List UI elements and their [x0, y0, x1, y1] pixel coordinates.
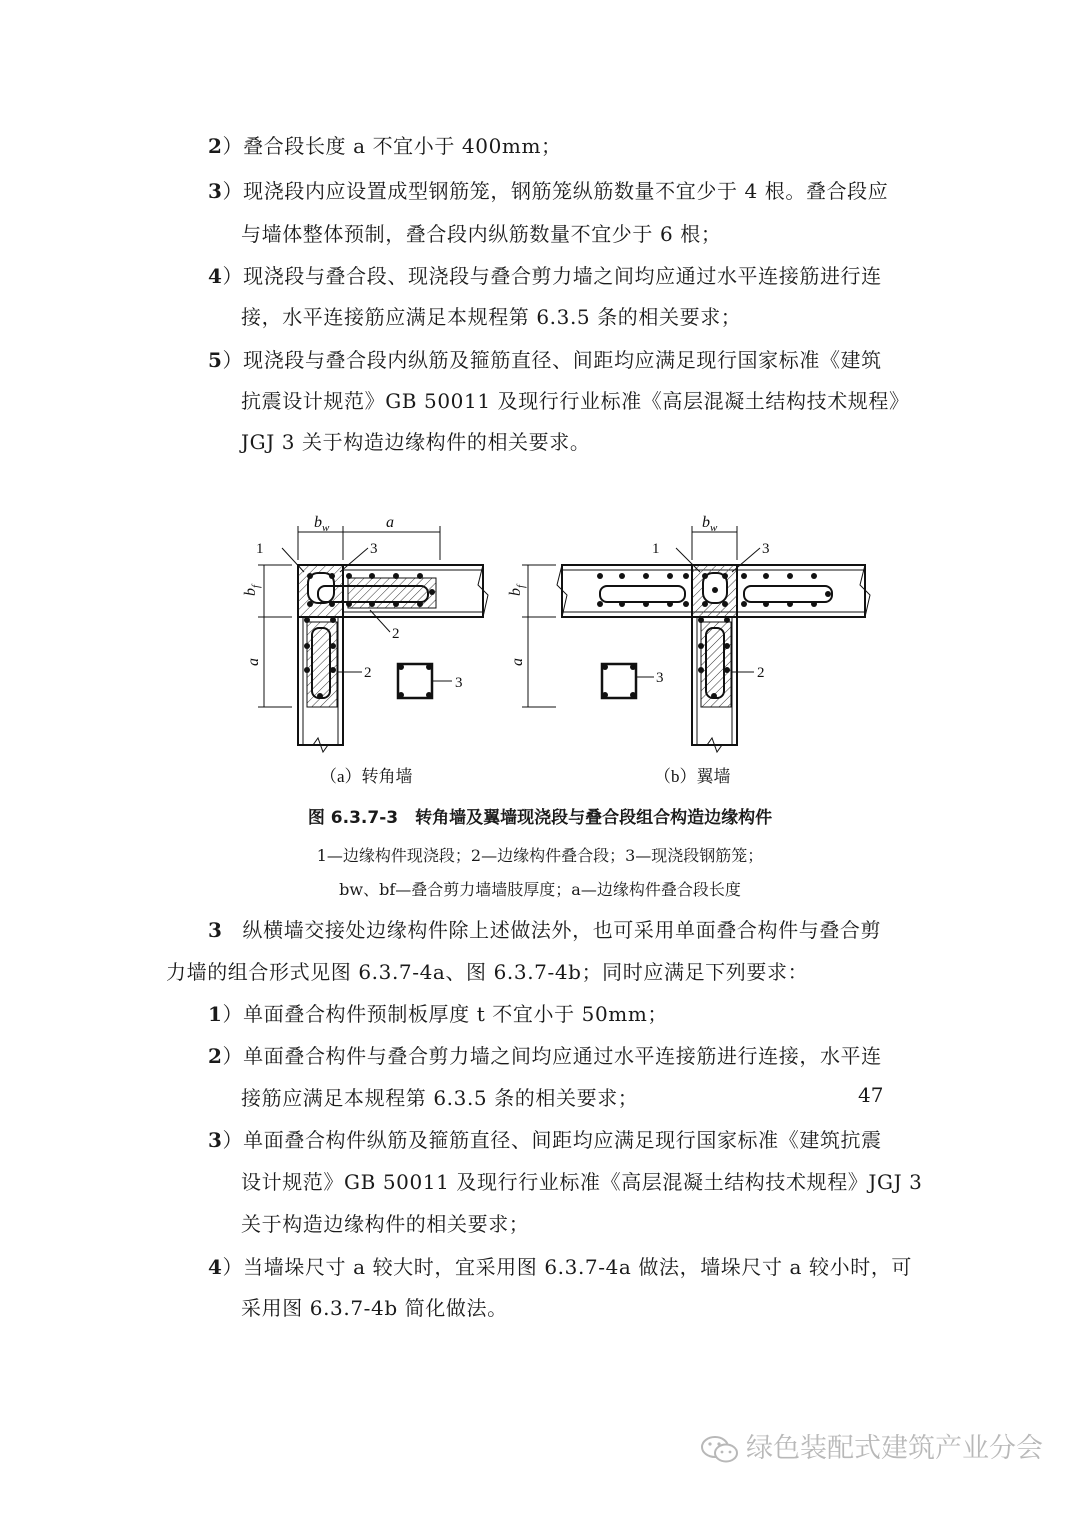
item-4-line-1: 4）现浇段与叠合段、现浇段与叠合剪力墙之间均应通过水平连接筋进行连: [208, 264, 882, 288]
svg-text:a: a: [245, 658, 262, 666]
svg-text:（a）转角墙: （a）转角墙: [320, 767, 413, 786]
item-2-line-1: 2）叠合段长度 a 不宜小于 400mm；: [208, 134, 562, 158]
svg-text:bf: $b_f$: [242, 584, 262, 596]
page-number: 47: [858, 1083, 884, 1107]
svg-text:bw: $b_w$: [702, 514, 718, 534]
clause-3-line-1: 3 纵横墙交接处边缘构件除上述做法外，也可采用单面叠合构件与叠合剪: [208, 918, 882, 942]
item-b3-line-3: 关于构造边缘构件的相关要求；: [241, 1212, 530, 1236]
item-b4-line-1: 4）当墙垛尺寸 a 较大时，宜采用图 6.3.7-4a 做法，墙垛尺寸 a 较小时，可: [208, 1255, 913, 1279]
svg-text:1: 1: [652, 541, 660, 557]
figure-legend-1: 1—边缘构件现浇段；2—边缘构件叠合段；3—现浇段钢筋笼；: [316, 846, 764, 865]
svg-text:bf: $b_f$: [507, 584, 527, 596]
item-b2-line-2: 接筋应满足本规程第 6.3.5 条的相关要求；: [241, 1086, 639, 1110]
construction-detail-figure: [0, 500, 1080, 800]
item-5-line-1: 5）现浇段与叠合段内纵筋及箍筋直径、间距均应满足现行国家标准《建筑: [208, 348, 882, 372]
figure-legend-2: bw、bf—叠合剪力墙墙肢厚度；a—边缘构件叠合段长度: [339, 880, 741, 899]
item-4-line-2: 接，水平连接筋应满足本规程第 6.3.5 条的相关要求；: [241, 305, 742, 329]
item-5-line-3: JGJ 3 关于构造边缘构件的相关要求。: [241, 430, 591, 454]
item-b2-line-1: 2）单面叠合构件与叠合剪力墙之间均应通过水平连接筋进行连接，水平连: [208, 1044, 882, 1068]
svg-text:1: 1: [256, 541, 264, 557]
clause-3-line-2: 力墙的组合形式见图 6.3.7-4a、图 6.3.7-4b；同时应满足下列要求：: [166, 960, 809, 984]
svg-text:a: a: [386, 514, 394, 531]
svg-text:（b）翼墙: （b）翼墙: [654, 767, 731, 786]
item-b3-line-2: 设计规范》GB 50011 及现行行业标准《高层混凝土结构技术规程》JGJ 3: [241, 1170, 923, 1194]
watermark: 绿色装配式建筑产业分会: [700, 1426, 1043, 1466]
item-3-line-1: 3）现浇段内应设置成型钢筋笼，钢筋笼纵筋数量不宜少于 4 根。叠合段应: [208, 179, 889, 203]
svg-text:bw: $b_w$: [314, 514, 330, 534]
svg-text:3: 3: [370, 541, 378, 557]
svg-text:2: 2: [757, 665, 765, 681]
svg-text:3: 3: [762, 541, 770, 557]
item-b4-line-2: 采用图 6.3.7-4b 简化做法。: [241, 1296, 508, 1320]
figure-title: 图 6.3.7-3 转角墙及翼墙现浇段与叠合段组合构造边缘构件: [307, 808, 773, 828]
item-3-line-2: 与墙体整体预制，叠合段内纵筋数量不宜少于 6 根；: [241, 222, 722, 246]
item-b1-line-1: 1）单面叠合构件预制板厚度 t 不宜小于 50mm；: [208, 1002, 669, 1026]
diagram-a-corner-wall: [242, 514, 488, 786]
wechat-icon: [700, 1434, 740, 1466]
diagram-b-wing-wall: [507, 514, 870, 786]
item-b3-line-1: 3）单面叠合构件纵筋及箍筋直径、间距均应满足现行国家标准《建筑抗震: [208, 1128, 882, 1152]
svg-text:a: a: [509, 658, 526, 666]
svg-text:3: 3: [455, 675, 463, 691]
svg-text:2: 2: [364, 665, 372, 681]
svg-text:3: 3: [656, 670, 664, 686]
svg-text:2: 2: [392, 626, 400, 642]
item-5-line-2: 抗震设计规范》GB 50011 及现行行业标准《高层混凝土结构技术规程》: [241, 389, 910, 413]
